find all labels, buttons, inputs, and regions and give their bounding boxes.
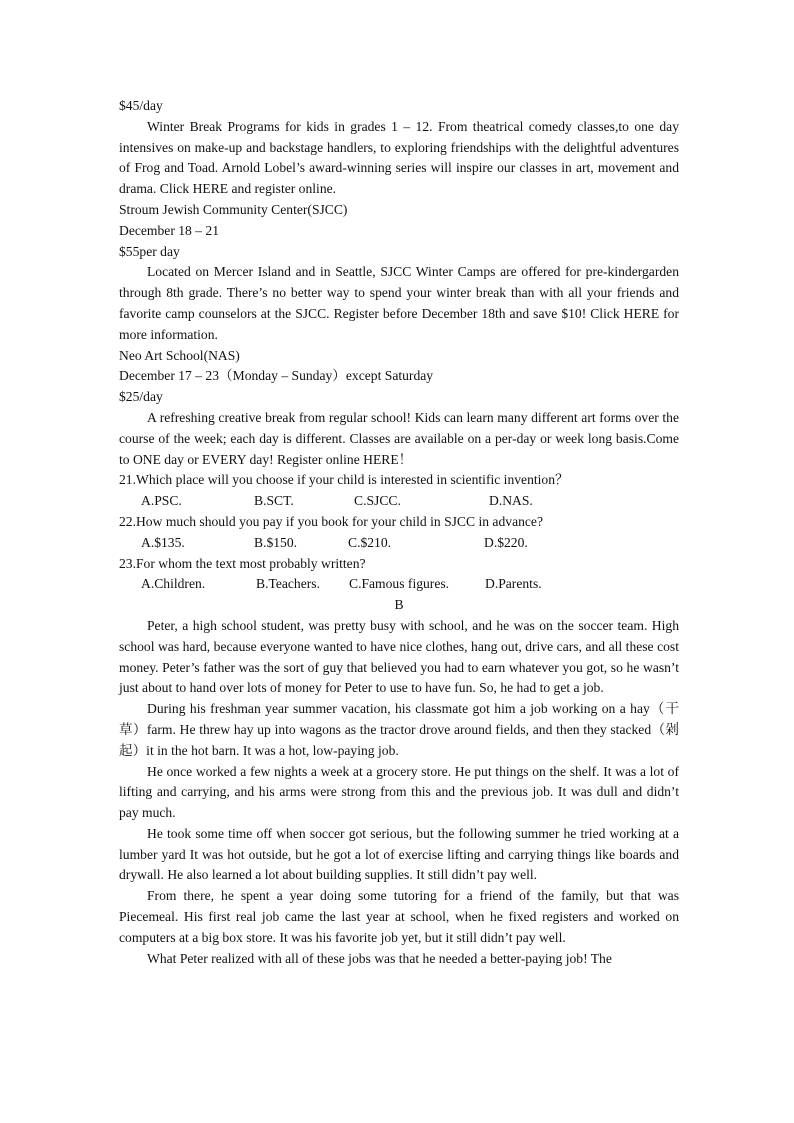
option-b: B.$150. — [254, 534, 298, 550]
document-page — [119, 96, 679, 969]
question-options-21 — [119, 491, 679, 512]
story-paragraph-2: During his freshman year summer vacation, his classmate got him a job working on a hay（干草）farm. He threw hay up into wagons as the tractor drove around fields, and then they stacked（剁起）it in the hot barn. It was a hot, low-paying job. — [119, 701, 679, 758]
question-options-22 — [119, 533, 679, 554]
option-a: A.$135. — [141, 534, 185, 550]
option-b: B.Teachers. — [256, 576, 320, 592]
question-stem-23: 23.For whom the text most probably written? — [119, 555, 366, 571]
story-paragraph-5: From there, he spent a year doing some tutoring for a friend of the family, but that was Piecemeal. His first real job came the last year at school, when he fixed registers and worked on computers at a big box store. It was his favorite job yet, but it still didn’t pay well. — [119, 888, 679, 945]
option-a: A.PSC. — [141, 493, 182, 509]
story-paragraph-1: Peter, a high school student, was pretty busy with school, and he was on the soccer team. High school was hard, because everyone wanted to have nice clothes, hang out, drive cars, and all these cost money. Peter’s father was the sort of guy that believed you had to earn whatever you got, so he wasn’t just about to hand over lots of money for Peter to use to have fun. So, he had to get a job. — [119, 617, 679, 696]
date-line-sjcc: December 18 – 21 — [119, 222, 220, 238]
option-a: A.Children. — [141, 576, 206, 592]
option-c: C.SJCC. — [354, 493, 401, 509]
question-options-23 — [119, 574, 679, 595]
question-stem-21: 21.Which place will you choose if your child is interested in scientific invention？ — [119, 472, 569, 488]
date-line-nas: December 17 – 23（Monday – Sunday）except Saturday — [119, 368, 434, 384]
option-c: C.$210. — [348, 534, 392, 550]
option-d: D.NAS. — [489, 493, 533, 509]
story-paragraph-3: He once worked a few nights a week at a grocery store. He put things on the shelf. It was a lot of lifting and carrying, and his arms were strong from this and the previous job. It was dull and didn’t pay much. — [119, 763, 679, 821]
org-name-sjcc: Stroum Jewish Community Center(SJCC) — [119, 201, 348, 217]
price-line-nas: $25/day — [119, 389, 163, 405]
program-description-1: Winter Break Programs for kids in grades 1 – 12. From theatrical comedy classes,to one day intensives on make-up and backstage handlers, to exploring friendships with the delightful adventures of Frog and Toad. Arnold Lobel’s award-winning series will inspire our classes in art, movement and drama. Click HERE and register online. — [119, 118, 679, 197]
org-name-nas: Neo Art School(NAS) — [119, 347, 240, 363]
story-paragraph-6: What Peter realized with all of these jobs was that he needed a better-paying job! The — [147, 950, 612, 966]
option-d: D.Parents. — [485, 576, 542, 592]
price-line-sjcc: $55per day — [119, 243, 180, 259]
section-heading-b: B — [394, 597, 404, 613]
question-stem-22: 22.How much should you pay if you book for your child in SJCC in advance? — [119, 513, 543, 529]
price-line-1: $45/day — [119, 98, 163, 113]
option-b: B.SCT. — [254, 493, 294, 509]
option-d: D.$220. — [484, 534, 528, 550]
program-description-nas: A refreshing creative break from regular school! Kids can learn many different art forms over the course of the week; each day is different. Classes are available on a per-day or week long basis.Come to ONE day or EVERY day! Register online HERE！ — [119, 409, 679, 467]
program-description-sjcc: Located on Mercer Island and in Seattle, SJCC Winter Camps are offered for pre-kindergarden through 8th grade. There’s no better way to spend your winter break than with all your friends and favorite camp counselors at the SJCC. Register before December 18th and save $10! Click HERE for more information. — [119, 264, 679, 342]
story-paragraph-4: He took some time off when soccer got serious, but the following summer he tried working at a lumber yard It was hot outside, but he got a lot of exercise lifting and carrying things like boards and drywall. He also learned a lot about building supplies. It still didn’t pay well. — [119, 825, 679, 883]
option-c: C.Famous figures. — [349, 576, 450, 592]
